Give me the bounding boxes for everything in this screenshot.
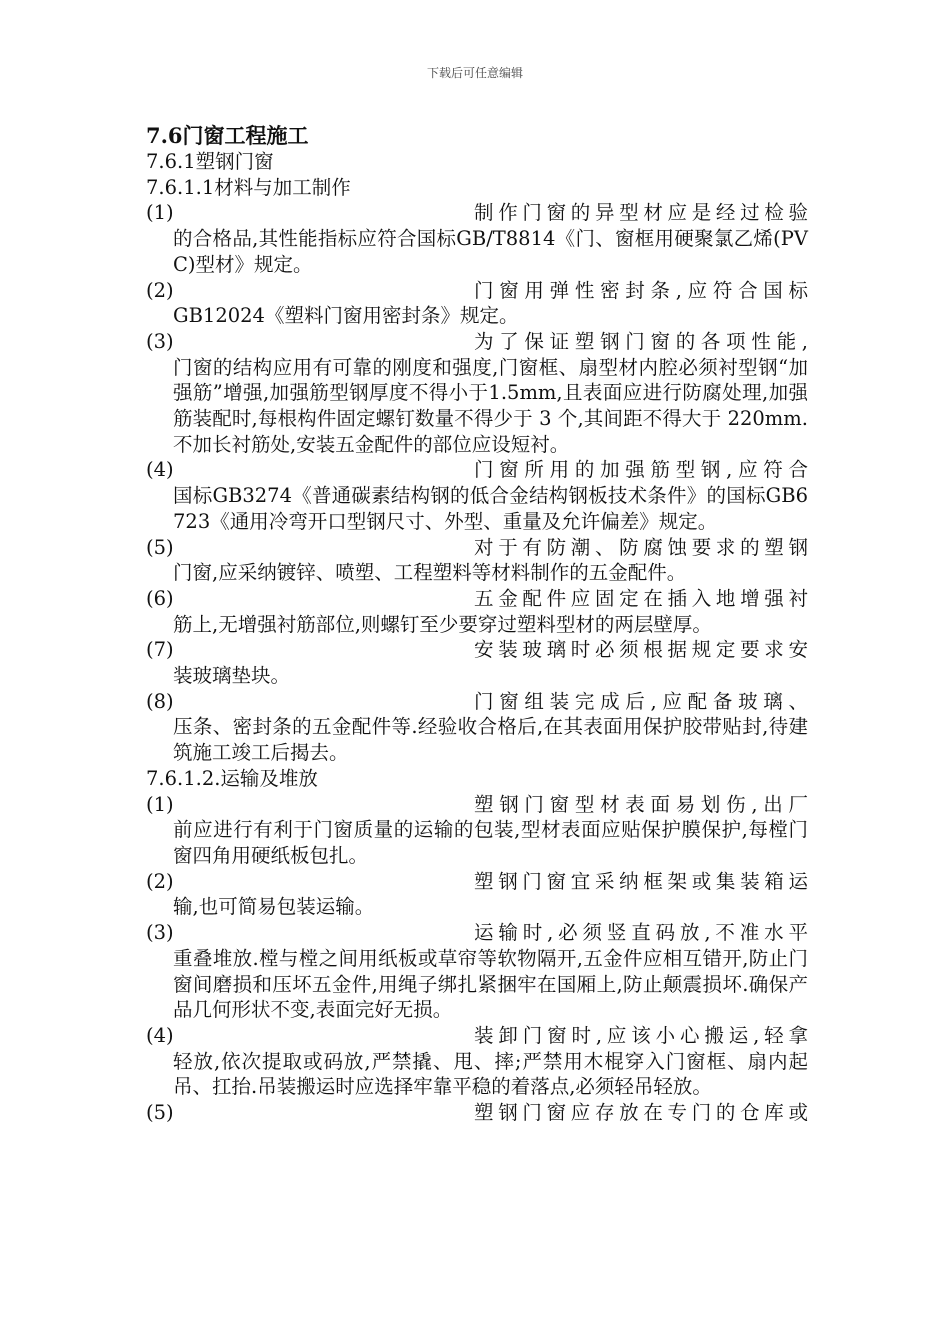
list-item-lead-text: 塑钢门窗型材表面易划伤,出厂 [474,792,808,816]
list-item-first-line [146,278,808,304]
sections-container [146,175,808,1126]
list-item [146,792,808,869]
list-item-first-line [146,200,808,226]
list-item [146,689,808,766]
list-item-body-text: 的合格品,其性能指标应符合国标GB/T8814《门、窗框用硬聚氯乙烯(PVC)型材》规定。 [173,227,808,276]
list-item-body-text: GB12024《塑料门窗用密封条》规定。 [173,304,519,328]
list-item-body-text: 输,也可简易包装运输。 [173,895,375,919]
list-item [146,200,808,277]
subsection-title: 7.6.1塑钢门窗 [146,150,274,173]
list-item-first-line [146,869,808,895]
list-item-lead-text: 塑钢门窗宜采纳框架或集装箱运 [474,869,808,893]
list-item-lead-text: 门窗组装完成后,应配备玻璃、 [474,689,808,713]
list-item [146,1023,808,1100]
list-item-number: (2) [146,869,174,893]
list-item-lead-text: 塑钢门窗应存放在专门的仓库或 [474,1101,808,1125]
list-item-number: (4) [146,458,174,482]
list-item-first-line [146,689,808,715]
list-item-body-text: 轻放,依次提取或码放,严禁撬、甩、摔;严禁用木棍穿入门窗框、扇内起吊、扛抬.吊装搬运时应选择牢靠平稳的着落点,必须轻吊轻放。 [173,1049,808,1099]
list-item-first-line [146,792,808,818]
list-item-first-line [146,329,808,355]
list-item-body-text: 压条、密封条的五金配件等.经验收合格后,在其表面用保护胶带贴封,待建筑施工竣工后揭去。 [173,715,808,765]
list-item-body-text: 国标GB3274《普通碳素结构钢的低合金结构钢板技术条件》的国标GB6723《通用冷弯开口型钢尺寸、外型、重量及允许偏差》规定。 [173,484,808,533]
list-item-lead-text: 安装玻璃时必须根据规定要求安 [474,638,808,662]
list-item [146,535,808,586]
list-item-lead-text: 为了保证塑钢门窗的各项性能, [474,329,808,353]
subsubsection-heading: 7.6.1.1材料与加工制作 [146,175,351,199]
list-item-lead-text: 运输时,必须竖直码放,不准水平 [474,921,808,945]
list-item-lead-text: 装卸门窗时,应该小心搬运,轻拿 [474,1023,808,1047]
list-item [146,920,808,1023]
list-item [146,869,808,920]
list-item-first-line [146,1023,808,1049]
list-item-first-line [146,637,808,663]
list-item-body-text: 装玻璃垫块。 [173,664,291,688]
page-header: 下载后可任意编辑 [426,66,523,80]
list-item [146,586,808,637]
section-title: 7.6门窗工程施工 [146,123,309,148]
list-item-lead-text: 制作门窗的异型材应是经过检验 [474,201,808,225]
list-item-number: (6) [146,586,174,610]
list-item [146,457,808,534]
list-item-number: (4) [146,1023,174,1047]
list-item-body-text: 筋上,无增强衬筋部位,则螺钉至少要穿过塑料型材的两层壁厚。 [173,612,712,636]
list-item-lead-text: 门窗所用的加强筋型钢,应符合 [474,458,808,482]
list-item-first-line [146,586,808,612]
list-item-first-line [146,457,808,483]
list-item-body-text: 前应进行有利于门窗质量的运输的包装,型材表面应贴保护膜保护,每樘门窗四角用硬纸板包扎。 [173,818,808,867]
list-item-number: (1) [146,792,174,816]
list-item-lead-text: 对于有防潮、防腐蚀要求的塑钢 [474,535,808,559]
list-item-body-text: 重叠堆放.樘与樘之间用纸板或草帘等软物隔开,五金件应相互错开,防止门窗间磨损和压坏五金件,用绳子绑扎紧捆牢在国厢上,防止颠震损坏.确保产品几何形状不变,表面完好无损。 [173,946,808,1022]
list-item-number: (3) [146,329,174,353]
list-item-body-text: 门窗的结构应用有可靠的刚度和强度,门窗框、扇型材内腔必须衬型钢“加强筋”增强,加强筋型钢厚度不得小于1.5mm,且表面应进行防腐处理,加强筋装配时,每根构件固定螺钉数量不得少于 3 个,其间距不得大于 220mm.不加长衬筋处,安装五金配件的部位应设短衬。 [173,355,808,456]
list-item-number: (8) [146,689,174,713]
list-item [146,278,808,329]
list-item [146,637,808,688]
list-item-number: (5) [146,535,174,559]
list-item-body-text: 门窗,应采纳镀锌、喷塑、工程塑料等材料制作的五金配件。 [173,561,687,585]
list-item-first-line [146,535,808,561]
list-item-first-line [146,1100,808,1126]
list-item-number: (7) [146,638,174,662]
list-item-first-line [146,920,808,946]
list-item [146,1100,808,1126]
list-item [146,329,808,458]
list-item-number: (1) [146,201,174,225]
subsubsection-heading: 7.6.1.2.运输及堆放 [146,766,318,790]
list-item-number: (2) [146,278,174,302]
list-item-number: (3) [146,921,174,945]
list-item-lead-text: 门窗用弹性密封条,应符合国标 [474,278,808,302]
list-item-lead-text: 五金配件应固定在插入地增强衬 [474,586,808,610]
document-body [146,123,808,1126]
list-item-number: (5) [146,1101,174,1125]
